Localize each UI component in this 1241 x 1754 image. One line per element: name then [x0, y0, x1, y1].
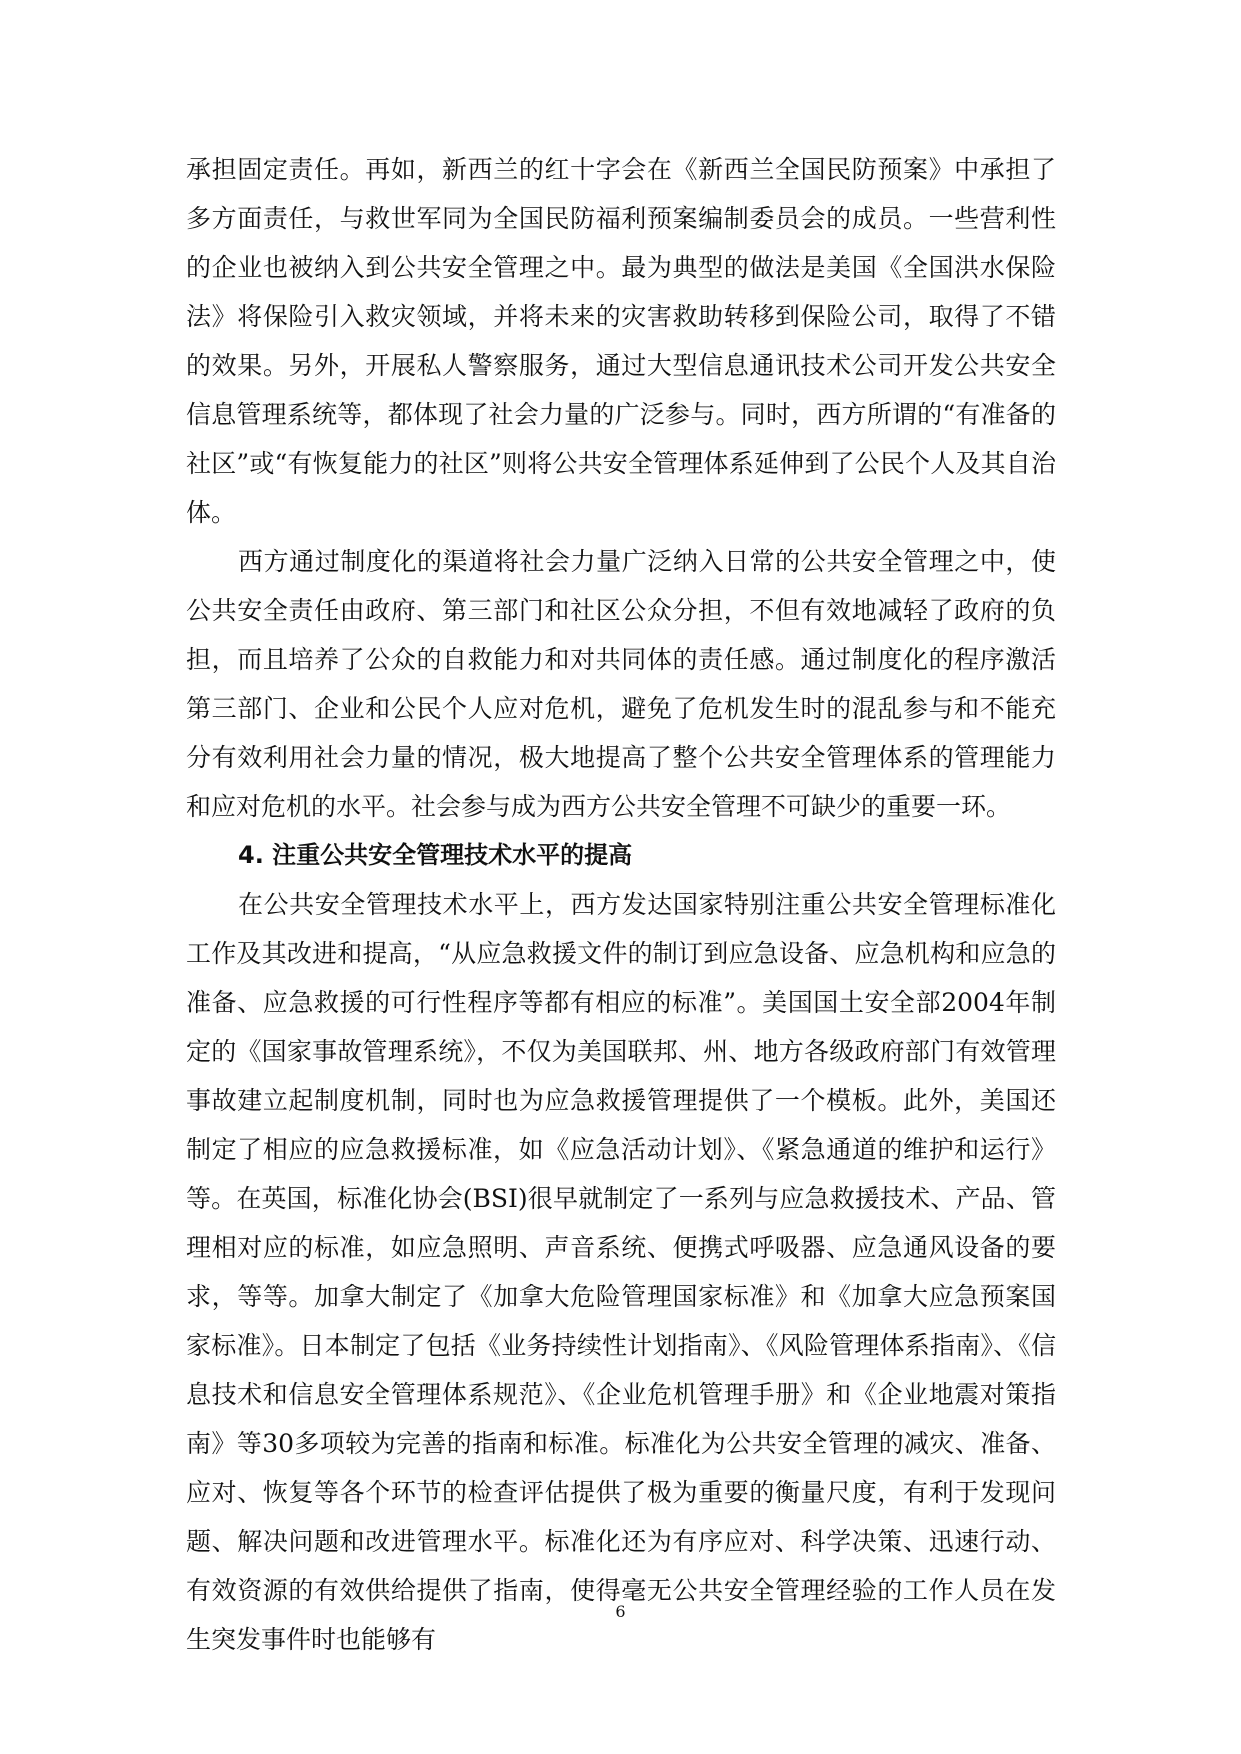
body-text	[186, 145, 1056, 1664]
paragraph-standardization: 在公共安全管理技术水平上，西方发达国家特别注重公共安全管理标准化工作及其改进和提高，“从应急救援文件的制订到应急设备、应急机构和应急的准备、应急救援的可行性程序等都有相应的标准”。美国国土安全部2004年制定的《国家事故管理系统》，不仅为美国联邦、州、地方各级政府部门有效管理事故建立起制度机制，同时也为应急救援管理提供了一个模板。此外，美国还制定了相应的应急救援标准，如《应急活动计划》、《紧急通道的维护和运行》等。在英国，标准化协会(BSI)很早就制定了一系列与应急救援技术、产品、管理相对应的标准，如应急照明、声音系统、便携式呼吸器、应急通风设备的要求，等等。加拿大制定了《加拿大危险管理国家标准》和《加拿大应急预案国家标准》。日本制定了包括《业务持续性计划指南》、《风险管理体系指南》、《信息技术和信息安全管理体系规范》、《企业危机管理手册》和《企业地震对策指南》等30多项较为完善的指南和标准。标准化为公共安全管理的减灾、准备、应对、恢复等各个环节的检查评估提供了极为重要的衡量尺度，有利于发现问题、解决问题和改进管理水平。标准化还为有序应对、科学决策、迅速行动、有效资源的有效供给提供了指南，使得毫无公共安全管理经验的工作人员在发生突发事件时也能够有	[186, 890, 1056, 1654]
paragraph-social-participation: 西方通过制度化的渠道将社会力量广泛纳入日常的公共安全管理之中，使公共安全责任由政府、第三部门和社区公众分担，不但有效地减轻了政府的负担，而且培养了公众的自救能力和对共同体的责任感。通过制度化的程序激活第三部门、企业和公民个人应对危机，避免了危机发生时的混乱参与和不能充分有效利用社会力量的情况，极大地提高了整个公共安全管理体系的管理能力和应对危机的水平。社会参与成为西方公共安全管理不可缺少的重要一环。	[186, 547, 1056, 821]
section-heading: 4. 注重公共安全管理技术水平的提高	[238, 841, 633, 869]
page-number: 6	[615, 1602, 626, 1621]
paragraph-continuation: 承担固定责任。再如，新西兰的红十字会在《新西兰全国民防预案》中承担了多方面责任，与救世军同为全国民防福利预案编制委员会的成员。一些营利性的企业也被纳入到公共安全管理之中。最为典型的做法是美国《全国洪水保险法》将保险引入救灾领域，并将未来的灾害救助转移到保险公司，取得了不错的效果。另外，开展私人警察服务，通过大型信息通讯技术公司开发公共安全信息管理系统等，都体现了社会力量的广泛参与。同时，西方所谓的“有准备的社区”或“有恢复能力的社区”则将公共安全管理体系延伸到了公民个人及其自治体。	[186, 155, 1056, 527]
